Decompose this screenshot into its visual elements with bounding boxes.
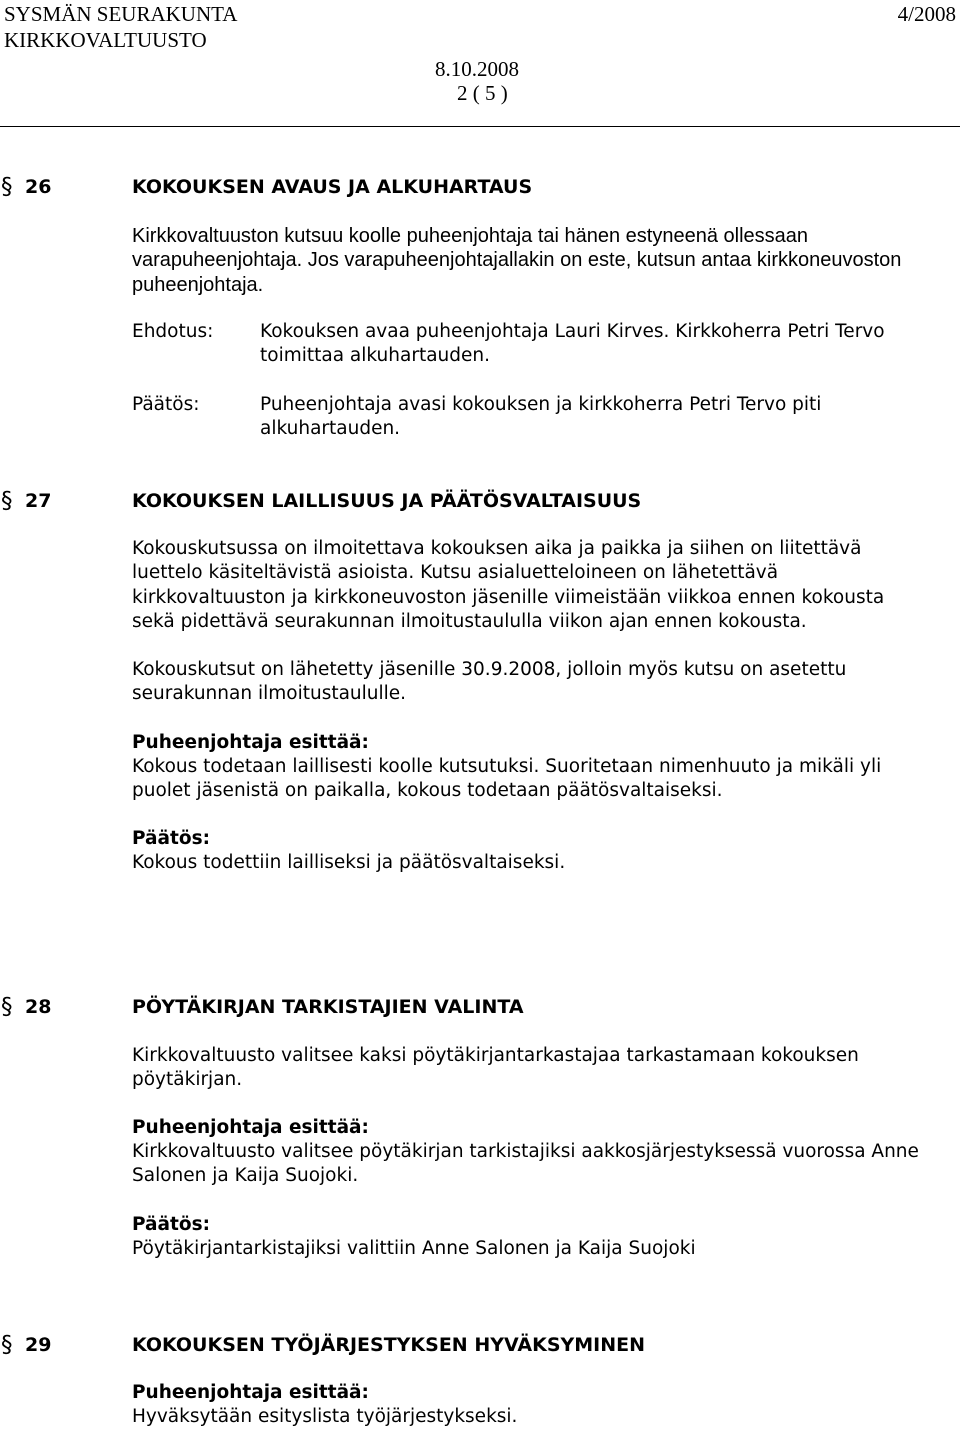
decision-label: Päätös:	[132, 1214, 210, 1235]
section-number: 26	[25, 176, 52, 198]
section-intro: Kirkkovaltuuston kutsuu koolle puheenjohtaja tai hänen estyneenä ollessaan varapuheenjohtaja. Jos varapuheenjohtajallakin on este, kutsun antaa kirkkoneuvoston puheenjohtaja.	[132, 225, 902, 296]
body-name: KIRKKOVALTUUSTO	[4, 28, 207, 52]
proposal-text: Hyväksytään esityslista työjärjestykseksi.	[132, 1406, 518, 1427]
section-number: 27	[25, 490, 52, 512]
decision-text: Kokous todettiin lailliseksi ja päätösvaltaiseksi.	[132, 852, 566, 873]
section-title: PÖYTÄKIRJAN TARKISTAJIEN VALINTA	[132, 996, 524, 1018]
decision-text: Pöytäkirjantarkistajiksi valittiin Anne Salonen ja Kaija Suojoki	[132, 1238, 696, 1259]
section-sign: §	[1, 994, 13, 1020]
section-intro: Kirkkovaltuusto valitsee kaksi pöytäkirjantarkastajaa tarkastamaan kokouksen pöytäkirjan.	[132, 1045, 859, 1091]
section-sign: §	[1, 174, 13, 200]
proposal-label: Ehdotus:	[132, 321, 214, 342]
organization-name: SYSMÄN SEURAKUNTA	[4, 2, 238, 26]
proposal-text: Kokouksen avaa puheenjohtaja Lauri Kirves. Kirkkoherra Petri Tervo toimittaa alkuhartauden.	[260, 321, 885, 367]
proposal-label: Puheenjohtaja esittää:	[132, 1117, 369, 1138]
section-note: Kokouskutsut on lähetetty jäsenille 30.9.2008, jolloin myös kutsu on asetettu seurakunnan ilmoitustaululle.	[132, 659, 847, 705]
issue-number: 4/2008	[897, 2, 956, 26]
section-intro: Kokouskutsussa on ilmoitettava kokouksen aika ja paikka ja siihen on liitettävä luettelo käsiteltävistä asioista. Kutsu asialuetteloineen on lähetettävä kirkkovaltuuston ja kirkkoneuvoston jäsenille viimeistään viikkoa ennen kokousta sekä pidettävä seurakunnan ilmoitustaululla viikon ajan ennen kokousta.	[132, 538, 885, 632]
proposal-label: Puheenjohtaja esittää:	[132, 1382, 369, 1403]
section-sign: §	[1, 488, 13, 514]
section-title: KOKOUKSEN LAILLISUUS JA PÄÄTÖSVALTAISUUS	[132, 490, 642, 512]
proposal-text: Kokous todetaan laillisesti koolle kutsutuksi. Suoritetaan nimenhuuto ja mikäli yli puolet jäsenistä on paikalla, kokous todetaan päätösvaltaiseksi.	[132, 756, 882, 802]
section-number: 28	[25, 996, 52, 1018]
page-number: 2 ( 5 )	[457, 81, 508, 105]
decision-label: Päätös:	[132, 828, 210, 849]
section-number: 29	[25, 1334, 52, 1356]
section-sign: §	[1, 1332, 13, 1358]
decision-label: Päätös:	[132, 394, 200, 415]
proposal-label: Puheenjohtaja esittää:	[132, 732, 369, 753]
section-title: KOKOUKSEN AVAUS JA ALKUHARTAUS	[132, 176, 533, 198]
proposal-text: Kirkkovaltuusto valitsee pöytäkirjan tarkistajiksi aakkosjärjestyksessä vuorossa Anne Salonen ja Kaija Suojoki.	[132, 1141, 919, 1187]
meeting-date: 8.10.2008	[435, 57, 519, 81]
decision-text: Puheenjohtaja avasi kokouksen ja kirkkoherra Petri Tervo piti alkuhartauden.	[260, 394, 822, 440]
section-title: KOKOUKSEN TYÖJÄRJESTYKSEN HYVÄKSYMINEN	[132, 1334, 646, 1356]
header-divider	[0, 126, 960, 127]
